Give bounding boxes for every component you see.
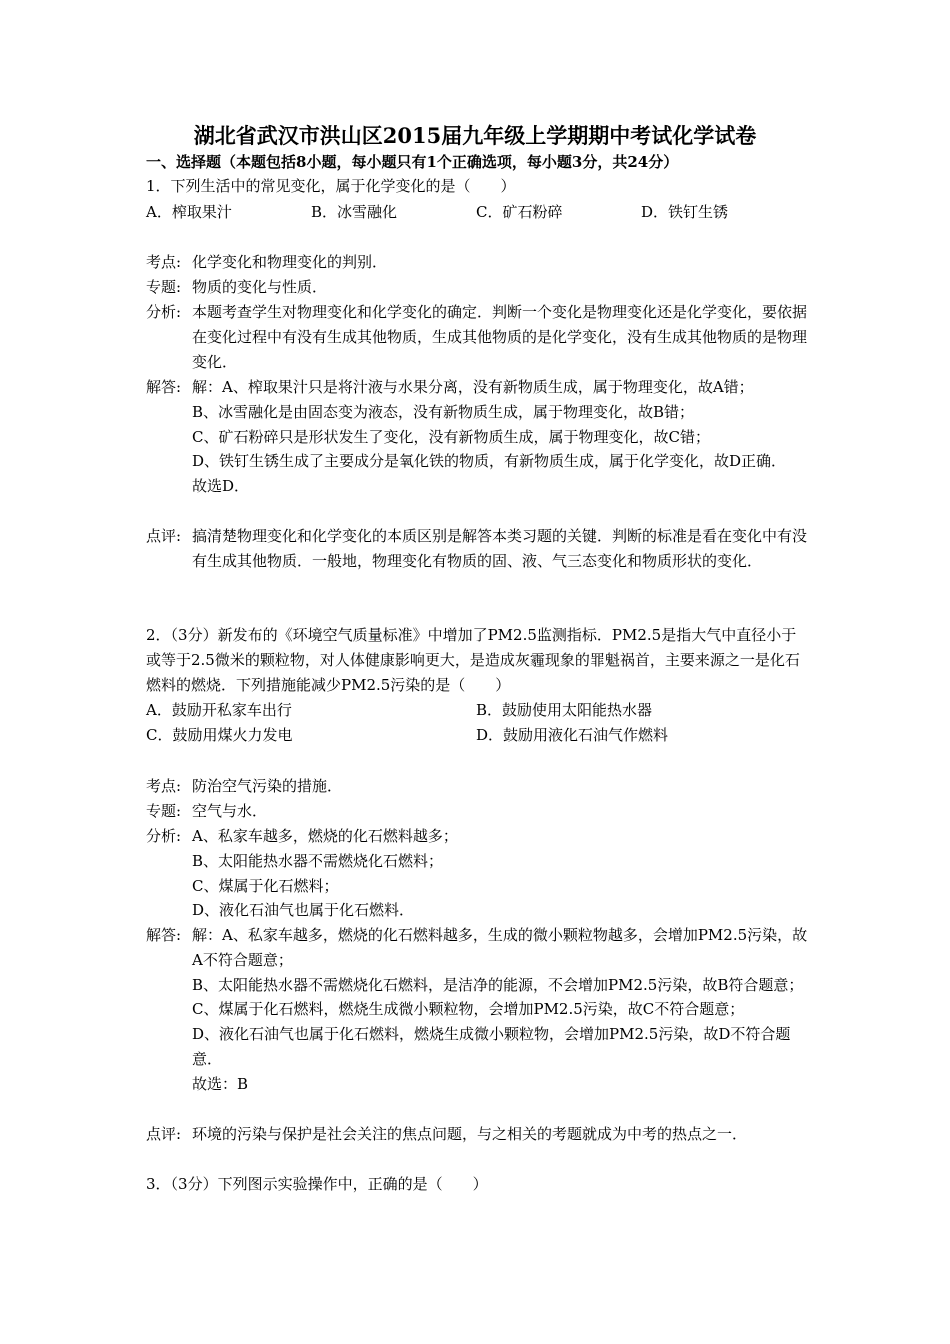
q1-option-b: B．冰雪融化	[311, 203, 398, 221]
q2-kaodian: 防治空气污染的措施．	[192, 777, 343, 795]
q2-dianping: 环境的污染与保护是社会关注的焦点问题，与之相关的考题就成为中考的热点之一．	[192, 1125, 748, 1143]
q1-fenxi: 本题考查学生对物理变化和化学变化的确定．判断一个变化是物理变化还是化学变化，要依据在变化过程中有没有生成其他物质，生成其他物质的是化学变化，没有生成其他物质的是物理变化．	[192, 303, 808, 371]
q2-fenxi-line: D、液化石油气也属于化石燃料．	[192, 901, 415, 920]
q1-dianping-label: 点评:	[146, 527, 182, 545]
q2-option-c: C．鼓励用煤火力发电	[146, 726, 293, 744]
q2-dianping-label: 点评:	[146, 1125, 182, 1143]
q1-fenxi-label: 分析:	[146, 303, 182, 321]
q1-zhuanti: 物质的变化与性质．	[192, 278, 328, 296]
q2-option-d: D．鼓励用液化石油气作燃料	[476, 726, 669, 744]
q1-stem: 1．下列生活中的常见变化，属于化学变化的是（ ）	[146, 177, 516, 195]
q1-zhuanti-label: 专题:	[146, 278, 182, 296]
q2-fenxi-line: A、私家车越多，燃烧的化石燃料越多；	[192, 827, 458, 845]
q1-jieda	[192, 375, 810, 499]
q2-option-b: B．鼓励使用太阳能热水器	[476, 701, 653, 719]
q2-jieda-line: B、太阳能热水器不需燃烧化石燃料，是洁净的能源，不会增加PM2.5污染，故B符合题意；	[192, 975, 804, 994]
q1-jieda-line: D、铁钉生锈生成了主要成分是氧化铁的物质，有新物质生成，属于化学变化，故D正确．	[192, 452, 787, 471]
q1-option-a: A．榨取果汁	[146, 203, 232, 221]
q2-stem: 2．（3分）新发布的《环境空气质量标准》中增加了PM2.5监测指标．PM2.5是指大气中直径小于或等于2.5微米的颗粒物，对人体健康影响更大，是造成灰霾现象的罪魁祸首，主要来源之一是化石燃料的燃烧．下列措施能减少PM2.5污染的是（ ）	[146, 626, 800, 694]
q2-options	[146, 698, 810, 748]
section-heading: 一、选择题（本题包括8小题，每小题只有1个正确选项，每小题3分，共24分）	[146, 153, 679, 171]
q1-jieda-line: 故选D．	[192, 477, 250, 496]
page-title: 湖北省武汉市洪山区2015届九年级上学期期中考试化学试卷	[193, 123, 757, 148]
q2-jieda-line: 解：A、私家车越多，燃烧的化石燃料越多，生成的微小颗粒物越多，会增加PM2.5污染，故A不符合题意；	[192, 926, 808, 969]
q1-options	[146, 200, 810, 224]
q1-kaodian-label: 考点:	[146, 253, 182, 271]
q1-option-d: D．铁钉生锈	[641, 203, 729, 221]
q1-jieda-line: 解：A、榨取果汁只是将汁液与水果分离，没有新物质生成，属于物理变化，故A错；	[192, 378, 754, 396]
q2-zhuanti: 空气与水．	[192, 802, 268, 820]
q3-stem: 3．（3分）下列图示实验操作中，正确的是（ ）	[146, 1175, 488, 1193]
q1-kaodian: 化学变化和物理变化的判别．	[192, 253, 388, 271]
q2-jieda-line: D、液化石油气也属于化石燃料，燃烧生成微小颗粒物，会增加PM2.5污染，故D不符合题意．	[192, 1025, 791, 1068]
q2-jieda-label: 解答:	[146, 926, 182, 944]
q1-dianping: 搞清楚物理变化和化学变化的本质区别是解答本类习题的关键．判断的标准是看在变化中有没有生成其他物质．一般地，物理变化有物质的固、液、气三态变化和物质形状的变化．	[192, 527, 808, 570]
q2-jieda	[192, 923, 810, 1097]
q2-fenxi	[192, 824, 810, 923]
q1-option-c: C．矿石粉碎	[476, 203, 563, 221]
q2-fenxi-line: C、煤属于化石燃料；	[192, 876, 339, 895]
q2-option-a: A．鼓励开私家车出行	[146, 701, 292, 719]
q2-jieda-line: C、煤属于化石燃料，燃烧生成微小颗粒物，会增加PM2.5污染，故C不符合题意；	[192, 1000, 745, 1019]
q1-jieda-label: 解答:	[146, 378, 182, 396]
q2-fenxi-label: 分析:	[146, 827, 182, 845]
q2-kaodian-label: 考点:	[146, 777, 182, 795]
q2-zhuanti-label: 专题:	[146, 802, 182, 820]
q2-jieda-line: 故选：B	[192, 1074, 249, 1093]
q1-jieda-line: B、冰雪融化是由固态变为液态，没有新物质生成，属于物理变化，故B错；	[192, 402, 695, 421]
q1-jieda-line: C、矿石粉碎只是形状发生了变化，没有新物质生成，属于物理变化，故C错；	[192, 427, 710, 446]
q2-fenxi-line: B、太阳能热水器不需燃烧化石燃料；	[192, 851, 444, 870]
